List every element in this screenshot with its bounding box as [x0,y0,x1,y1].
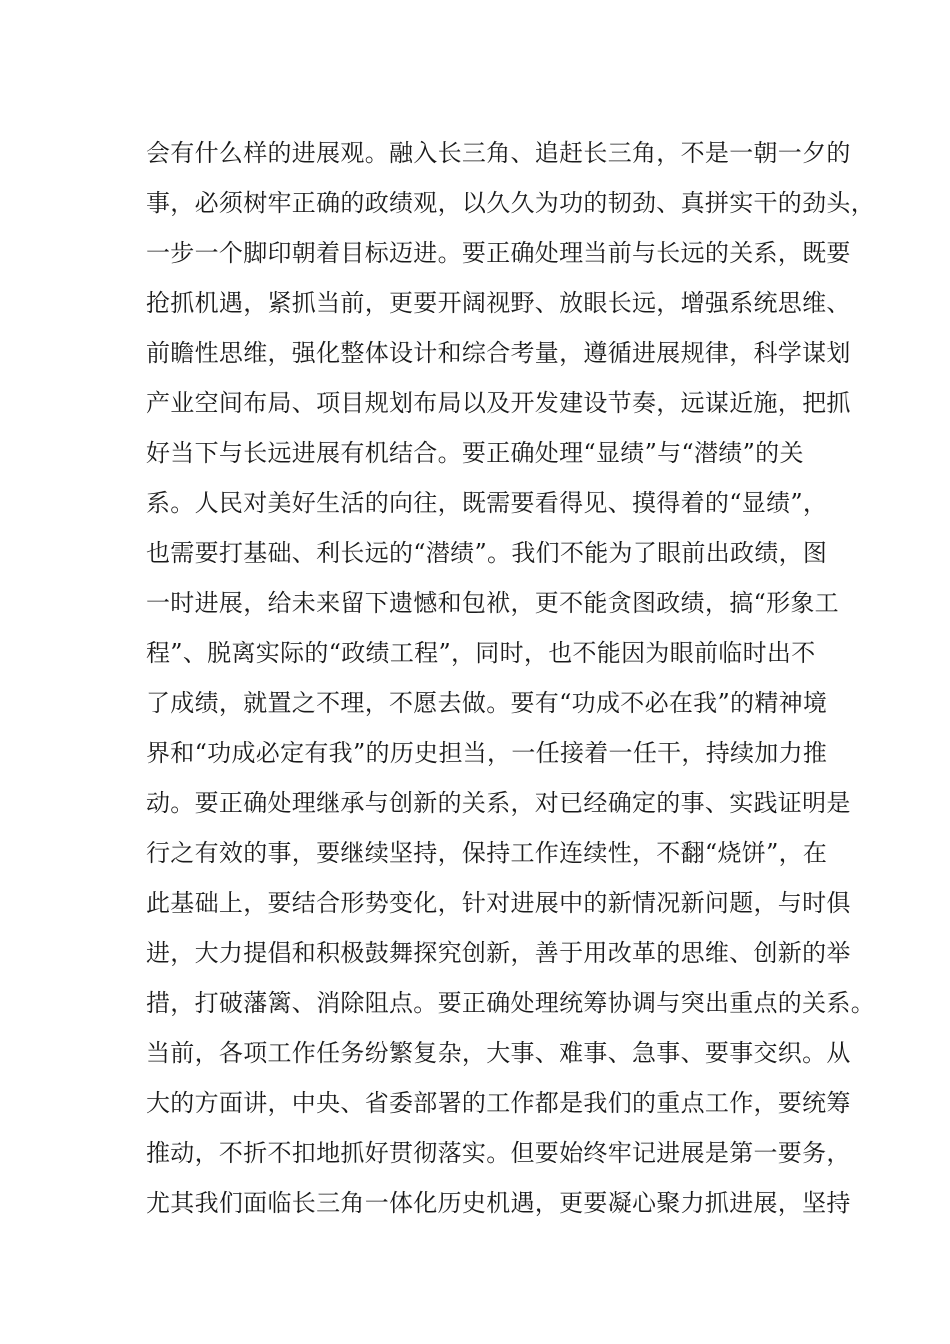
text-line: 产业空间布局、项目规划布局以及开发建设节奏，远谋近施，把抓 [146,389,851,417]
text-line: 尤其我们面临长三角一体化历史机遇，更要凝心聚力抓进展，坚持 [146,1189,851,1217]
text-line: 当前，各项工作任务纷繁复杂，大事、难事、急事、要事交织。从 [146,1039,851,1067]
text-line: 系。人民对美好生活的向往，既需要看得见、摸得着的“显绩”， [146,489,828,517]
text-line: 抢抓机遇，紧抓当前，更要开阔视野、放眼长远，增强系统思维、 [146,289,851,317]
text-line: 此基础上，要结合形势变化，针对进展中的新情况新问题，与时俱 [146,889,851,917]
text-line: 动。要正确处理继承与创新的关系，对已经确定的事、实践证明是 [146,789,851,817]
text-line: 程”、脱离实际的“政绩工程”，同时，也不能因为眼前临时出不 [146,639,816,667]
text-line: 了成绩，就置之不理，不愿去做。要有“功成不必在我”的精神境 [146,689,828,717]
text-line: 行之有效的事，要继续坚持，保持工作连续性，不翻“烧饼”，在 [146,839,828,867]
text-line: 推动，不折不扣地抓好贯彻落实。但要始终牢记进展是第一要务， [146,1139,851,1167]
text-line: 措，打破藩篱、消除阻点。要正确处理统筹协调与突出重点的关系。 [146,989,875,1017]
text-line: 一时进展，给未来留下遗憾和包袱，更不能贪图政绩，搞“形象工 [146,589,839,617]
text-line: 进，大力提倡和积极鼓舞探究创新，善于用改革的思维、创新的举 [146,939,851,967]
text-line: 事，必须树牢正确的政绩观，以久久为功的韧劲、真拼实干的劲头， [146,189,875,217]
text-line: 也需要打基础、利长远的“潜绩”。我们不能为了眼前出政绩，图 [146,539,828,567]
text-line: 大的方面讲，中央、省委部署的工作都是我们的重点工作，要统筹 [146,1089,851,1117]
text-line: 好当下与长远进展有机结合。要正确处理“显绩”与“潜绩”的关 [146,439,804,467]
body-text [146,128,875,1228]
text-line: 会有什么样的进展观。融入长三角、追赶长三角，不是一朝一夕的 [146,139,851,167]
text-line: 前瞻性思维，强化整体设计和综合考量，遵循进展规律，科学谋划 [146,339,851,367]
text-line: 界和“功成必定有我”的历史担当，一任接着一任干，持续加力推 [146,739,828,767]
text-line: 一步一个脚印朝着目标迈进。要正确处理当前与长远的关系，既要 [146,239,851,267]
